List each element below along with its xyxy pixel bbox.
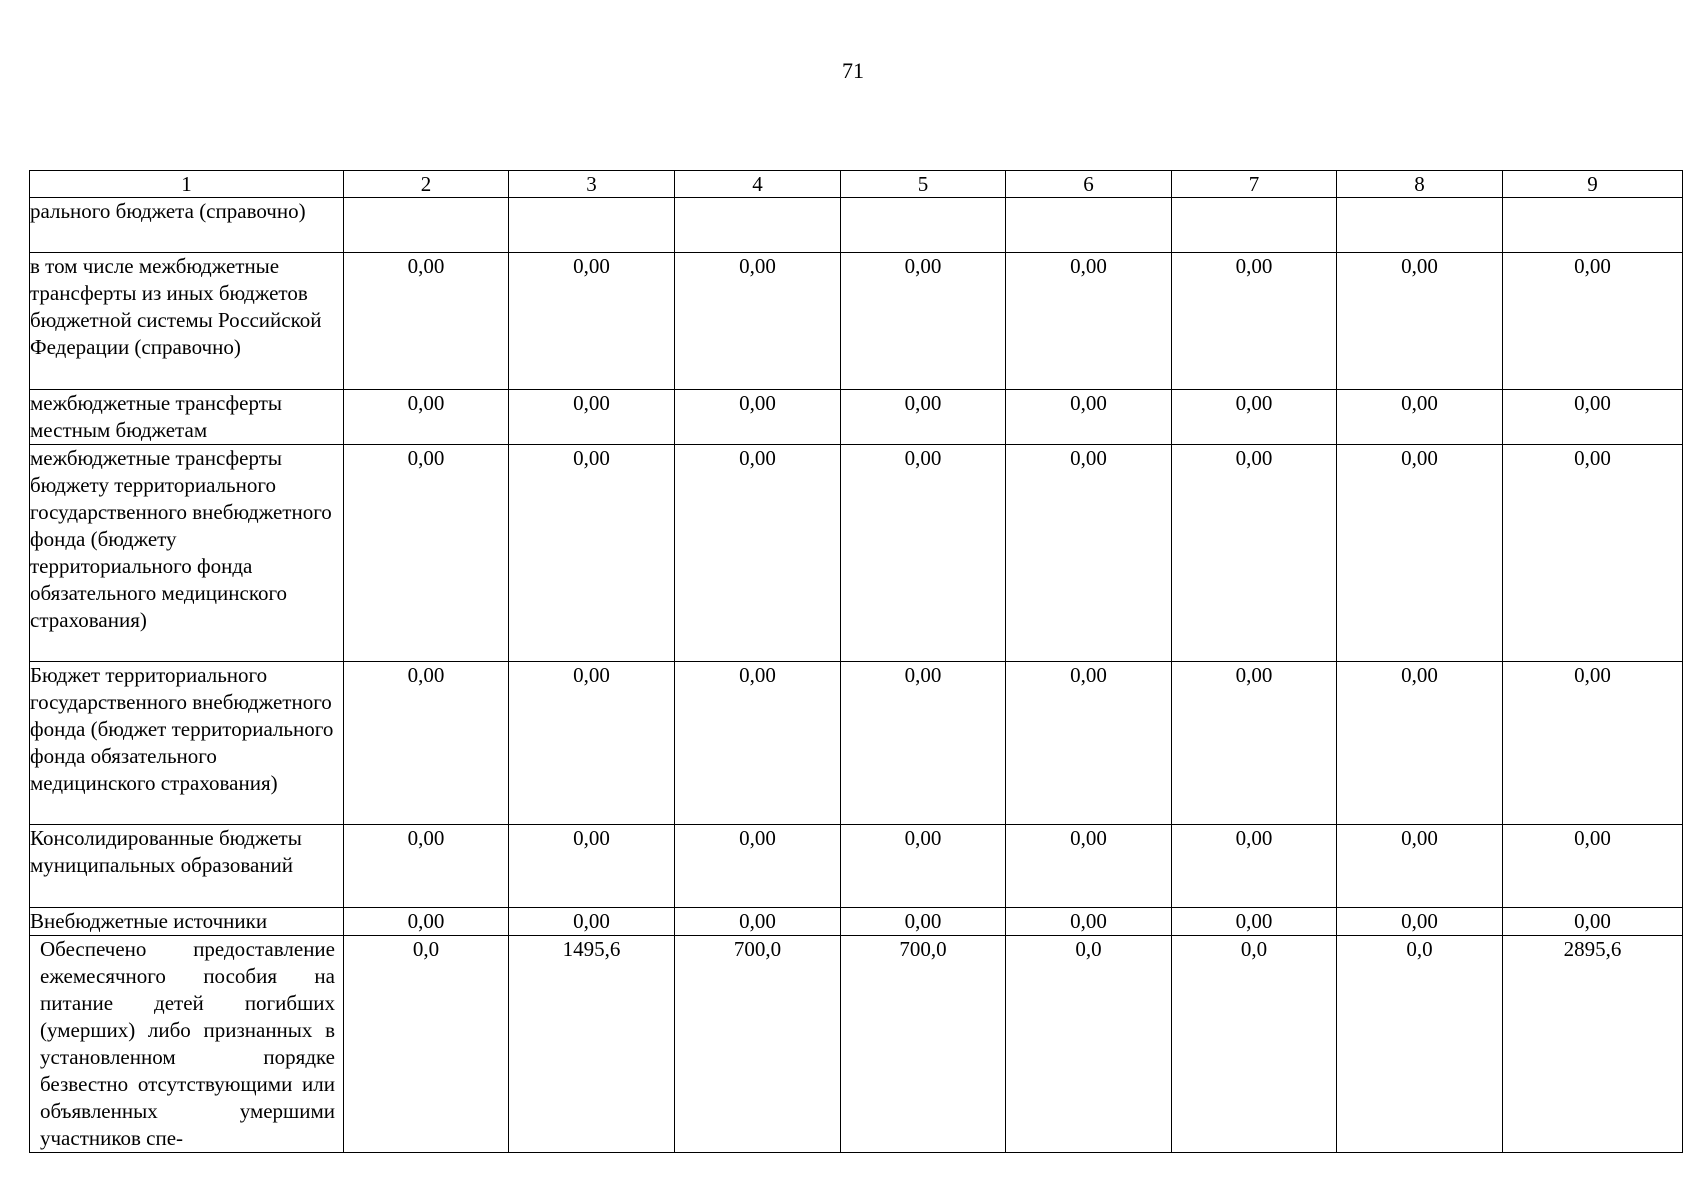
table-row xyxy=(30,936,1683,1153)
table-cell: 0,00 xyxy=(1172,908,1337,936)
column-header: 9 xyxy=(1503,171,1683,198)
table-cell: 0,00 xyxy=(841,390,1006,445)
table-cell: 0,00 xyxy=(344,908,509,936)
table-cell: 0,00 xyxy=(1006,825,1172,908)
page-number: 71 xyxy=(842,58,864,83)
budget-table xyxy=(29,170,1683,1153)
column-header: 6 xyxy=(1006,171,1172,198)
table-cell: 700,0 xyxy=(841,936,1006,1153)
table-cell: 0,00 xyxy=(344,825,509,908)
table-cell: 0,00 xyxy=(1006,253,1172,390)
table-cell: 0,00 xyxy=(1172,662,1337,825)
table-cell: 0,00 xyxy=(509,253,675,390)
table-cell: 0,00 xyxy=(1337,445,1503,662)
table-cell: 0,00 xyxy=(1503,445,1683,662)
row-label: Внебюджетные источники xyxy=(30,908,344,936)
table-cell: 0,00 xyxy=(344,253,509,390)
table-cell xyxy=(509,198,675,253)
row-label: рального бюджета (справочно) xyxy=(30,198,344,253)
row-label: в том числе межбюджетные трансферты из иных бюджетов бюджетной системы Российской Федерации (справочно) xyxy=(30,253,344,390)
table-cell: 0,00 xyxy=(1503,825,1683,908)
row-label: межбюджетные трансферты бюджету территориального государственного внебюджетного фонда (бюджету территориального фонда обязательного медицинского страхования) xyxy=(30,445,344,662)
table-cell: 0,00 xyxy=(344,662,509,825)
table-cell xyxy=(675,198,841,253)
table-cell: 0,00 xyxy=(344,390,509,445)
table-cell: 0,00 xyxy=(1503,253,1683,390)
table-cell: 0,00 xyxy=(1006,390,1172,445)
table-cell: 0,00 xyxy=(1337,390,1503,445)
table-cell: 0,00 xyxy=(1006,908,1172,936)
row-label: межбюджетные трансферты местным бюджетам xyxy=(30,390,344,445)
table-cell: 0,00 xyxy=(1337,825,1503,908)
table-cell: 0,00 xyxy=(1503,662,1683,825)
table-cell: 0,00 xyxy=(509,662,675,825)
table-cell: 0,00 xyxy=(841,825,1006,908)
row-label: Бюджет территориального государственного внебюджетного фонда (бюджет территориального фонда обязательного медицинского страхования) xyxy=(30,662,344,825)
table-cell xyxy=(1337,198,1503,253)
table-cell: 0,00 xyxy=(1503,908,1683,936)
table-row xyxy=(30,908,1683,936)
table-cell: 0,00 xyxy=(675,908,841,936)
table-cell: 0,00 xyxy=(1503,390,1683,445)
table-cell: 0,00 xyxy=(1172,390,1337,445)
table-row xyxy=(30,253,1683,390)
table-cell: 0,00 xyxy=(675,445,841,662)
table-cell: 0,00 xyxy=(1337,908,1503,936)
table-cell: 0,0 xyxy=(1337,936,1503,1153)
table-cell: 0,00 xyxy=(841,908,1006,936)
table-cell: 1495,6 xyxy=(509,936,675,1153)
table-row xyxy=(30,825,1683,908)
column-header: 2 xyxy=(344,171,509,198)
row-label: Консолидированные бюджеты муниципальных образований xyxy=(30,825,344,908)
table-cell: 0,0 xyxy=(1006,936,1172,1153)
table-row xyxy=(30,198,1683,253)
table-cell: 0,00 xyxy=(344,445,509,662)
table-cell: 700,0 xyxy=(675,936,841,1153)
table-cell: 0,00 xyxy=(509,825,675,908)
table-cell: 0,00 xyxy=(841,445,1006,662)
table-cell: 0,00 xyxy=(675,253,841,390)
table-cell: 0,00 xyxy=(1006,445,1172,662)
column-header: 3 xyxy=(509,171,675,198)
row-label: Обеспечено предоставление ежемесячного пособия на питание детей погибших (умерших) либо признанных в установленном порядке безвестно отсутствующими или объявленных умершими участников спе- xyxy=(30,936,344,1153)
table-cell: 0,00 xyxy=(509,445,675,662)
column-header: 8 xyxy=(1337,171,1503,198)
table-row xyxy=(30,662,1683,825)
header-row xyxy=(30,171,1683,198)
table-cell: 0,0 xyxy=(1172,936,1337,1153)
table-row xyxy=(30,445,1683,662)
column-header: 7 xyxy=(1172,171,1337,198)
table-cell: 0,00 xyxy=(1172,445,1337,662)
table-cell: 0,0 xyxy=(344,936,509,1153)
table-cell: 0,00 xyxy=(1006,662,1172,825)
table-row xyxy=(30,390,1683,445)
table-cell: 0,00 xyxy=(675,390,841,445)
table-cell: 0,00 xyxy=(1337,253,1503,390)
column-header: 4 xyxy=(675,171,841,198)
table-cell: 0,00 xyxy=(509,390,675,445)
table-cell: 0,00 xyxy=(1172,253,1337,390)
table-cell xyxy=(1503,198,1683,253)
table-cell: 0,00 xyxy=(841,253,1006,390)
table-cell: 0,00 xyxy=(675,662,841,825)
column-header: 1 xyxy=(30,171,344,198)
table-cell: 0,00 xyxy=(1337,662,1503,825)
table-cell xyxy=(344,198,509,253)
table-cell xyxy=(1006,198,1172,253)
table-cell: 0,00 xyxy=(509,908,675,936)
column-header: 5 xyxy=(841,171,1006,198)
table-cell: 2895,6 xyxy=(1503,936,1683,1153)
table-cell: 0,00 xyxy=(841,662,1006,825)
table-cell: 0,00 xyxy=(1172,825,1337,908)
table-cell xyxy=(1172,198,1337,253)
table-cell xyxy=(841,198,1006,253)
table-cell: 0,00 xyxy=(675,825,841,908)
